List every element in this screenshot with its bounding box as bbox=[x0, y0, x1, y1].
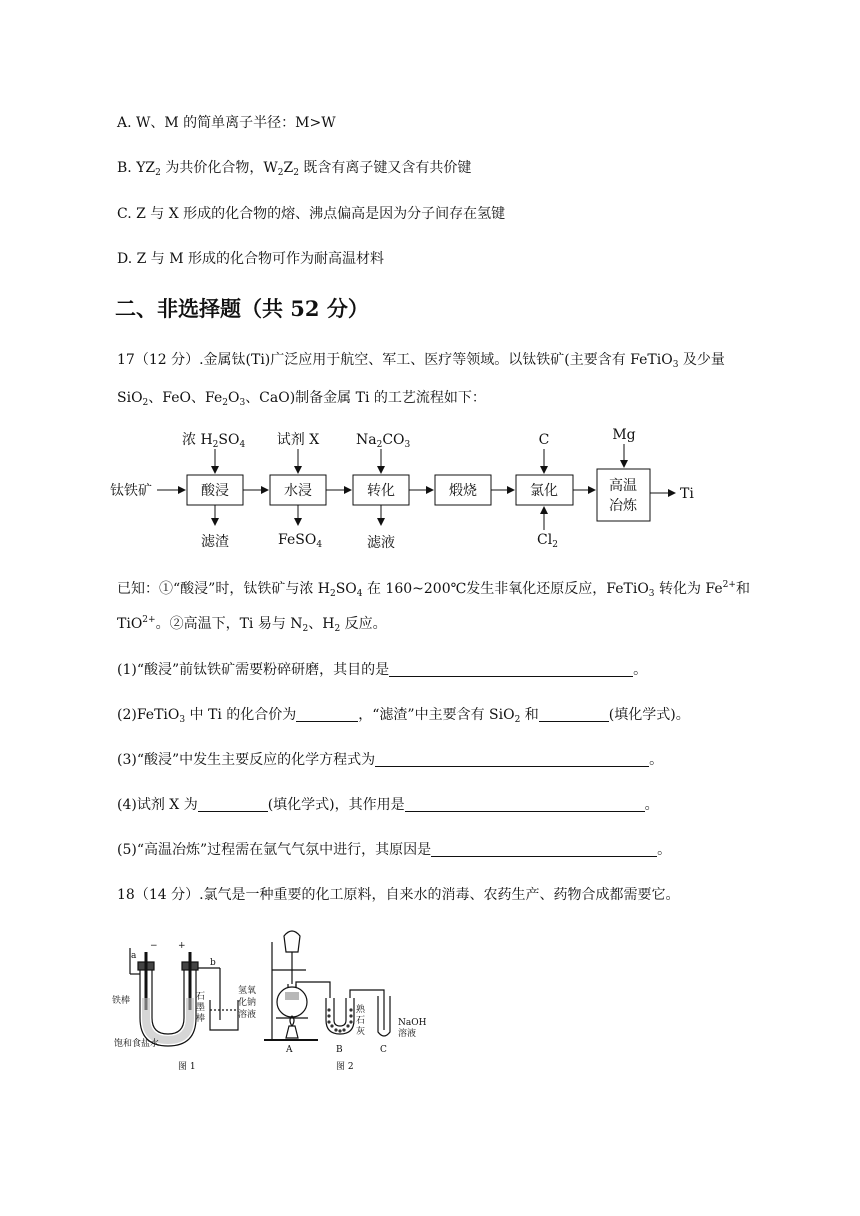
fig1-graphite: 石 bbox=[196, 992, 206, 1002]
q17-part2: (2)FeTiO$_3$ 中 Ti 的化合价为 ，“滤渣”中主要含有 SiO$_2$ 和 (填化学式)。 bbox=[117, 707, 690, 725]
q17-intro-line2: SiO$_2$、FeO、$Fe_2O_3$、CaO)制备金属 Ti 的工艺流程如下： bbox=[117, 390, 486, 408]
flow-product-label: Ti bbox=[680, 486, 694, 502]
figure-1-electrolysis bbox=[112, 938, 272, 1074]
flow-raw-label: 钛铁矿 bbox=[110, 483, 152, 499]
fig2-caption: 图 2 bbox=[336, 1062, 354, 1072]
fig2-soda-lime: 灰 bbox=[356, 1027, 366, 1037]
option-c: C. Z 与 X 形成的化合物的熔、沸点偏高是因为分子间存在氢键 bbox=[117, 206, 506, 222]
fig2-naoh: 溶液 bbox=[398, 1029, 417, 1039]
answer-blank[interactable] bbox=[405, 797, 645, 812]
flow-step-label: 转化 bbox=[367, 483, 395, 499]
flow-step-label: 水浸 bbox=[284, 483, 312, 499]
answer-blank[interactable] bbox=[375, 752, 649, 767]
fig1-graphite: 棒 bbox=[196, 1014, 206, 1024]
option-a: A. W、M 的简单离子半径：M>W bbox=[117, 115, 336, 131]
fig1-naoh: 氢氧 bbox=[238, 986, 257, 996]
fig1-naoh: 溶液 bbox=[238, 1010, 257, 1020]
flow-input-carbon: C bbox=[538, 432, 550, 448]
fig2-label-a: A bbox=[286, 1045, 293, 1055]
fig2-label-c: C bbox=[380, 1045, 387, 1055]
q18-intro: 18（14 分）.氯气是一种重要的化工原料，自来水的消毒、农药生产、药物合成都需要它。 bbox=[117, 887, 680, 903]
answer-blank[interactable] bbox=[539, 707, 609, 722]
fig1-brine: 饱和食盐水 bbox=[114, 1039, 160, 1049]
q17-known-line1: 已知：①“酸浸”时，钛铁矿与浓 $H_2SO_4$ 在 160~200℃发生非氧化还原反应，FeTiO$_3$ 转化为 $Fe^{2+}$和 bbox=[117, 580, 750, 599]
flow-output-residue: 滤渣 bbox=[201, 534, 229, 550]
flow-step-label: 高温 bbox=[609, 478, 637, 494]
fig2-soda-lime: 石 bbox=[356, 1016, 366, 1026]
flow-input-cl2: $Cl_2$ bbox=[537, 532, 558, 550]
flow-output-feso4: FeSO$_4$ bbox=[278, 532, 323, 550]
option-b: B. $YZ_2$ 为共价化合物，$W_2Z_2$ 既含有离子键又含有共价键 bbox=[117, 160, 472, 178]
q17-intro-line1: 17（12 分）.金属钛(Ti)广泛应用于航空、军工、医疗等领域。以钛铁矿(主要含有 FeTiO$_3$ 及少量 bbox=[117, 352, 725, 370]
flow-step-label: 氯化 bbox=[530, 483, 558, 499]
q17-part3: (3)“酸浸”中发生主要反应的化学方程式为 。 bbox=[117, 752, 664, 768]
fig1-label-b: b bbox=[210, 958, 216, 968]
figure-2-apparatus bbox=[262, 922, 432, 1074]
flow-input-mg: Mg bbox=[612, 427, 636, 443]
flow-step-label: 酸浸 bbox=[201, 483, 229, 499]
q17-known-line2: TiO$^{2+}$。②高温下，Ti 易与 $N_2$、$H_2$ 反应。 bbox=[117, 615, 387, 634]
q17-part5: (5)“高温冶炼”过程需在氩气气氛中进行，其原因是 。 bbox=[117, 842, 672, 858]
flow-step-label: 煅烧 bbox=[449, 483, 477, 499]
answer-blank[interactable] bbox=[431, 842, 657, 857]
answer-blank[interactable] bbox=[389, 662, 633, 677]
flow-input-reagent: 试剂 X bbox=[276, 432, 320, 448]
fig1-label-a: a bbox=[131, 951, 137, 961]
answer-blank[interactable] bbox=[296, 707, 358, 722]
flow-step-label: 冶炼 bbox=[609, 498, 637, 514]
fig1-iron-rod: 铁棒 bbox=[112, 996, 131, 1006]
fig1-plus: + bbox=[178, 941, 186, 951]
flow-output-filtrate: 滤液 bbox=[367, 535, 395, 551]
fig2-naoh: NaOH bbox=[398, 1018, 427, 1028]
q17-part4: (4)试剂 X 为 (填化学式)，其作用是 。 bbox=[117, 797, 659, 813]
answer-blank[interactable] bbox=[198, 797, 268, 812]
fig1-caption: 图 1 bbox=[178, 1062, 196, 1072]
section-heading: 二、非选择题（共 52 分） bbox=[115, 296, 369, 321]
fig1-graphite: 墨 bbox=[196, 1003, 206, 1013]
flow-input-na2co3: $Na_2CO_3$ bbox=[356, 432, 411, 450]
fig1-minus: − bbox=[150, 941, 158, 951]
flow-input-acid: 浓 $H_2SO_4$ bbox=[182, 432, 246, 450]
q17-part1: (1)“酸浸”前钛铁矿需要粉碎研磨，其目的是 。 bbox=[117, 662, 648, 678]
process-flow-diagram bbox=[105, 422, 725, 554]
fig2-label-b: B bbox=[336, 1045, 343, 1055]
option-d: D. Z 与 M 形成的化合物可作为耐高温材料 bbox=[117, 251, 385, 267]
fig2-soda-lime: 熟 bbox=[356, 1005, 366, 1015]
fig1-naoh: 化钠 bbox=[238, 998, 257, 1008]
